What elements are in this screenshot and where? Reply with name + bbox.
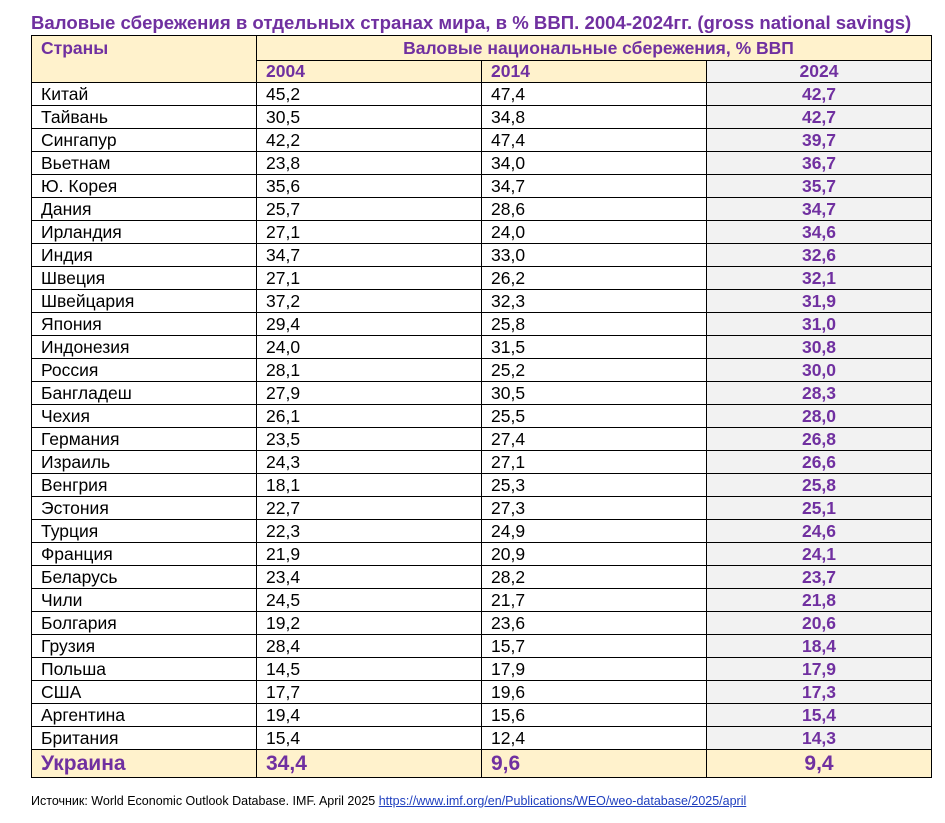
value-2004-cell: 24,3 bbox=[257, 451, 482, 474]
value-2014-cell: 27,4 bbox=[482, 428, 707, 451]
value-2004-cell: 14,5 bbox=[257, 658, 482, 681]
table-row bbox=[32, 175, 932, 198]
value-2004-cell: 26,1 bbox=[257, 405, 482, 428]
savings-table bbox=[31, 35, 932, 778]
value-2004-cell: 27,1 bbox=[257, 221, 482, 244]
value-2004-cell: 28,1 bbox=[257, 359, 482, 382]
value-2024-cell: 28,3 bbox=[707, 382, 932, 405]
value-2004-cell: 23,5 bbox=[257, 428, 482, 451]
table-row bbox=[32, 451, 932, 474]
value-2014-cell: 24,9 bbox=[482, 520, 707, 543]
table-row bbox=[32, 543, 932, 566]
value-2014-cell: 31,5 bbox=[482, 336, 707, 359]
country-cell: Грузия bbox=[32, 635, 257, 658]
table-row bbox=[32, 290, 932, 313]
value-2004-cell: 42,2 bbox=[257, 129, 482, 152]
value-2024-cell: 17,3 bbox=[707, 681, 932, 704]
value-2024-cell: 20,6 bbox=[707, 612, 932, 635]
table-row bbox=[32, 336, 932, 359]
country-cell: Болгария bbox=[32, 612, 257, 635]
value-2024-cell: 31,9 bbox=[707, 290, 932, 313]
value-2014-cell: 34,0 bbox=[482, 152, 707, 175]
table-row bbox=[32, 520, 932, 543]
value-2014-cell: 21,7 bbox=[482, 589, 707, 612]
table-row bbox=[32, 382, 932, 405]
value-2024-cell: 36,7 bbox=[707, 152, 932, 175]
value-2014-cell: 25,8 bbox=[482, 313, 707, 336]
value-2024-cell: 25,1 bbox=[707, 497, 932, 520]
table-row bbox=[32, 267, 932, 290]
value-2024-cell: 39,7 bbox=[707, 129, 932, 152]
value-2004-cell: 17,7 bbox=[257, 681, 482, 704]
country-cell: Индонезия bbox=[32, 336, 257, 359]
value-2014-cell: 20,9 bbox=[482, 543, 707, 566]
value-2004-cell: 29,4 bbox=[257, 313, 482, 336]
table-row bbox=[32, 658, 932, 681]
table-row bbox=[32, 221, 932, 244]
year-header-2004: 2004 bbox=[257, 61, 482, 83]
value-2014-cell: 9,6 bbox=[482, 750, 707, 778]
country-cell: Эстония bbox=[32, 497, 257, 520]
value-2024-cell: 25,8 bbox=[707, 474, 932, 497]
country-cell: Венгрия bbox=[32, 474, 257, 497]
country-cell: Тайвань bbox=[32, 106, 257, 129]
country-cell: Беларусь bbox=[32, 566, 257, 589]
country-cell: США bbox=[32, 681, 257, 704]
table-row bbox=[32, 129, 932, 152]
country-cell: Германия bbox=[32, 428, 257, 451]
value-2014-cell: 15,6 bbox=[482, 704, 707, 727]
country-cell: Израиль bbox=[32, 451, 257, 474]
country-cell: Чили bbox=[32, 589, 257, 612]
value-2004-cell: 27,1 bbox=[257, 267, 482, 290]
value-2024-cell: 35,7 bbox=[707, 175, 932, 198]
value-2024-cell: 17,9 bbox=[707, 658, 932, 681]
value-2024-cell: 31,0 bbox=[707, 313, 932, 336]
value-2024-cell: 30,0 bbox=[707, 359, 932, 382]
value-2024-cell: 21,8 bbox=[707, 589, 932, 612]
value-2024-cell: 32,1 bbox=[707, 267, 932, 290]
country-cell: Вьетнам bbox=[32, 152, 257, 175]
value-2024-cell: 32,6 bbox=[707, 244, 932, 267]
country-cell: Чехия bbox=[32, 405, 257, 428]
country-cell: Ирландия bbox=[32, 221, 257, 244]
value-2004-cell: 19,2 bbox=[257, 612, 482, 635]
value-2024-cell: 42,7 bbox=[707, 83, 932, 106]
table-row bbox=[32, 566, 932, 589]
value-2014-cell: 32,3 bbox=[482, 290, 707, 313]
table-row bbox=[32, 704, 932, 727]
value-2024-cell: 26,6 bbox=[707, 451, 932, 474]
country-cell: Британия bbox=[32, 727, 257, 750]
value-2014-cell: 28,2 bbox=[482, 566, 707, 589]
country-cell: Польша bbox=[32, 658, 257, 681]
table-row bbox=[32, 244, 932, 267]
source-link[interactable]: https://www.imf.org/en/Publications/WEO/weo-database/2025/april bbox=[378, 794, 747, 808]
table-row bbox=[32, 106, 932, 129]
source-note bbox=[31, 794, 746, 808]
page-title: Валовые сбережения в отдельных странах мира, в % ВВП. 2004-2024гг. (gross national savings) bbox=[31, 12, 912, 33]
value-2024-cell: 34,7 bbox=[707, 198, 932, 221]
value-2024-cell: 24,1 bbox=[707, 543, 932, 566]
value-2014-cell: 30,5 bbox=[482, 382, 707, 405]
table-row bbox=[32, 313, 932, 336]
value-2024-cell: 9,4 bbox=[707, 750, 932, 778]
value-2004-cell: 21,9 bbox=[257, 543, 482, 566]
country-column-header: Страны bbox=[32, 36, 257, 83]
value-2004-cell: 34,4 bbox=[257, 750, 482, 778]
value-2014-cell: 24,0 bbox=[482, 221, 707, 244]
table-row bbox=[32, 83, 932, 106]
country-cell: Сингапур bbox=[32, 129, 257, 152]
table-row bbox=[32, 152, 932, 175]
value-2024-cell: 18,4 bbox=[707, 635, 932, 658]
value-2004-cell: 30,5 bbox=[257, 106, 482, 129]
value-2024-cell: 28,0 bbox=[707, 405, 932, 428]
value-2024-cell: 23,7 bbox=[707, 566, 932, 589]
value-2014-cell: 25,2 bbox=[482, 359, 707, 382]
table-row bbox=[32, 612, 932, 635]
table-row bbox=[32, 428, 932, 451]
value-2014-cell: 27,1 bbox=[482, 451, 707, 474]
value-2014-cell: 34,8 bbox=[482, 106, 707, 129]
table-row bbox=[32, 497, 932, 520]
value-2024-cell: 42,7 bbox=[707, 106, 932, 129]
value-2024-cell: 30,8 bbox=[707, 336, 932, 359]
value-2014-cell: 25,5 bbox=[482, 405, 707, 428]
table-row bbox=[32, 727, 932, 750]
value-2004-cell: 24,0 bbox=[257, 336, 482, 359]
value-2014-cell: 12,4 bbox=[482, 727, 707, 750]
value-2014-cell: 47,4 bbox=[482, 83, 707, 106]
table-row-ukraine bbox=[32, 750, 932, 778]
value-2024-cell: 34,6 bbox=[707, 221, 932, 244]
table-row bbox=[32, 681, 932, 704]
value-2004-cell: 34,7 bbox=[257, 244, 482, 267]
savings-group-header: Валовые национальные сбережения, % ВВП bbox=[257, 36, 932, 61]
country-cell: Турция bbox=[32, 520, 257, 543]
value-2014-cell: 25,3 bbox=[482, 474, 707, 497]
table-row bbox=[32, 474, 932, 497]
country-cell: Дания bbox=[32, 198, 257, 221]
table-row bbox=[32, 198, 932, 221]
country-cell: Россия bbox=[32, 359, 257, 382]
value-2024-cell: 14,3 bbox=[707, 727, 932, 750]
country-cell: Бангладеш bbox=[32, 382, 257, 405]
value-2014-cell: 47,4 bbox=[482, 129, 707, 152]
value-2014-cell: 26,2 bbox=[482, 267, 707, 290]
value-2024-cell: 15,4 bbox=[707, 704, 932, 727]
value-2014-cell: 34,7 bbox=[482, 175, 707, 198]
year-header-2024: 2024 bbox=[707, 61, 932, 83]
country-cell: Франция bbox=[32, 543, 257, 566]
value-2014-cell: 23,6 bbox=[482, 612, 707, 635]
value-2004-cell: 35,6 bbox=[257, 175, 482, 198]
value-2004-cell: 23,4 bbox=[257, 566, 482, 589]
country-cell: Украина bbox=[32, 750, 257, 778]
source-text: Источник: World Economic Outlook Database. IMF. April 2025 bbox=[31, 794, 376, 808]
value-2014-cell: 28,6 bbox=[482, 198, 707, 221]
value-2004-cell: 19,4 bbox=[257, 704, 482, 727]
table-row bbox=[32, 359, 932, 382]
table-row bbox=[32, 589, 932, 612]
country-cell: Япония bbox=[32, 313, 257, 336]
value-2014-cell: 19,6 bbox=[482, 681, 707, 704]
value-2004-cell: 27,9 bbox=[257, 382, 482, 405]
value-2004-cell: 25,7 bbox=[257, 198, 482, 221]
value-2014-cell: 33,0 bbox=[482, 244, 707, 267]
value-2024-cell: 26,8 bbox=[707, 428, 932, 451]
table-row bbox=[32, 635, 932, 658]
value-2004-cell: 37,2 bbox=[257, 290, 482, 313]
year-header-2014: 2014 bbox=[482, 61, 707, 83]
value-2004-cell: 22,3 bbox=[257, 520, 482, 543]
value-2004-cell: 23,8 bbox=[257, 152, 482, 175]
table-body bbox=[32, 83, 932, 778]
value-2004-cell: 18,1 bbox=[257, 474, 482, 497]
value-2004-cell: 15,4 bbox=[257, 727, 482, 750]
value-2014-cell: 15,7 bbox=[482, 635, 707, 658]
country-cell: Индия bbox=[32, 244, 257, 267]
country-cell: Аргентина bbox=[32, 704, 257, 727]
value-2004-cell: 45,2 bbox=[257, 83, 482, 106]
table-row bbox=[32, 405, 932, 428]
value-2014-cell: 27,3 bbox=[482, 497, 707, 520]
country-cell: Ю. Корея bbox=[32, 175, 257, 198]
value-2024-cell: 24,6 bbox=[707, 520, 932, 543]
country-cell: Швейцария bbox=[32, 290, 257, 313]
value-2004-cell: 22,7 bbox=[257, 497, 482, 520]
value-2014-cell: 17,9 bbox=[482, 658, 707, 681]
country-cell: Швеция bbox=[32, 267, 257, 290]
value-2004-cell: 24,5 bbox=[257, 589, 482, 612]
country-cell: Китай bbox=[32, 83, 257, 106]
value-2004-cell: 28,4 bbox=[257, 635, 482, 658]
header-row-group bbox=[32, 36, 932, 61]
